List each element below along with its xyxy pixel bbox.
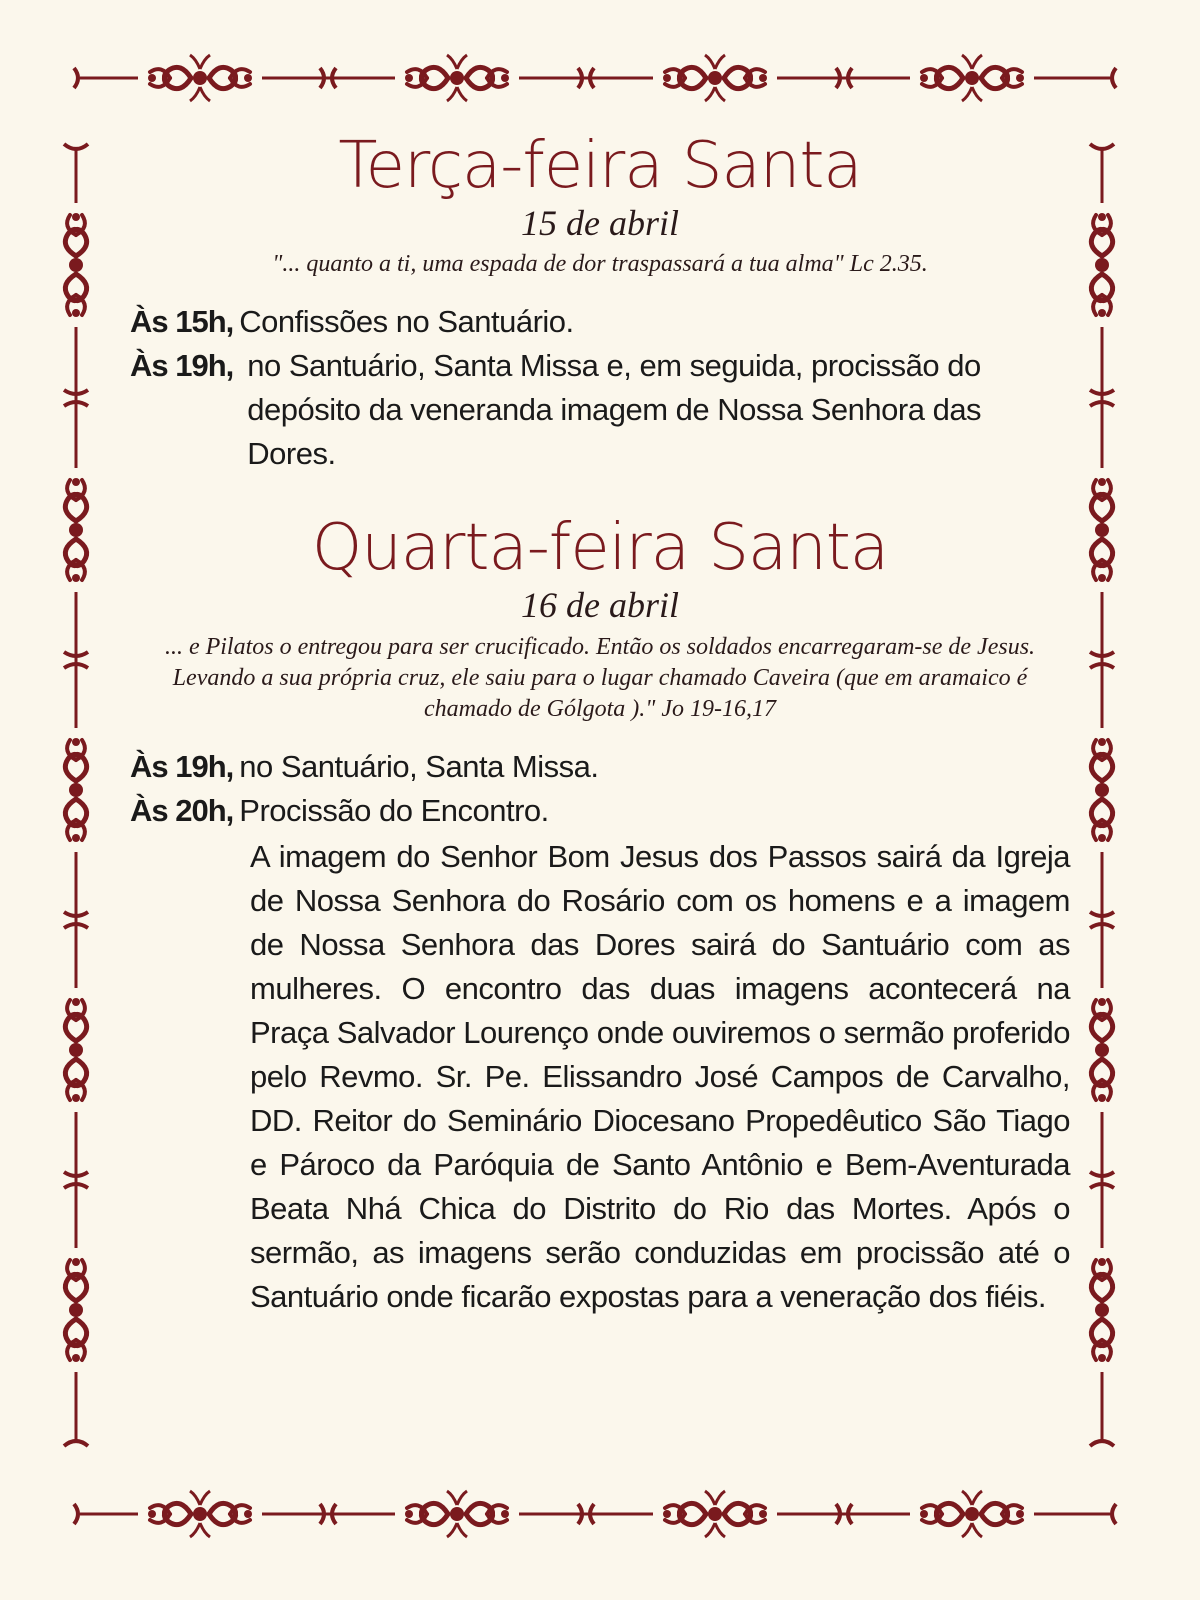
bottom-flourish-icon [70,1484,1120,1544]
event-time: Às 20h, [130,793,234,829]
tuesday-section [130,130,1070,476]
event-description: Confissões no Santuário. [239,304,574,340]
event-time: Às 15h, [130,304,234,340]
schedule-row [130,789,1070,833]
tuesday-title: Terça-feira Santa [338,129,862,203]
tuesday-date: 15 de abril [521,202,679,243]
event-time: Às 19h, [130,348,234,384]
wednesday-schedule [130,745,1070,1319]
procession-details: A imagem do Senhor Bom Jesus dos Passos sairá da Igreja de Nossa Senhora do Rosário com os homens e a imagem de Nossa Senhora das Dores sairá do Santuário com as mulheres. O encontro das duas imagens acontecerá na Praça Salvador Lourenço onde ouviremos o sermão proferido pelo Revmo. Sr. Pe. Elissandro José Campos de Carvalho, DD. Reitor do Seminário Diocesano Propedêutico São Tiago e Pároco da Paróquia de Santo Antônio e Bem-Aventurada Beata Nhá Chica do Distrito do Rio das Mortes. Após o sermão, as imagens serão conduzidas em procissão até o Santuário onde ficarão expostas para a veneração dos fiéis. [250,839,1070,1315]
event-description: no Santuário, Santa Missa. [239,749,599,785]
event-time: Às 19h, [130,749,234,785]
top-ornament-border [70,48,1120,108]
top-flourish-icon [70,48,1120,108]
document-content [130,130,1070,1319]
schedule-row [130,344,1070,476]
left-flourish-icon [46,140,106,1450]
event-description: no Santuário, Santa Missa e, em seguida, procissão do depósito da veneranda imagem de Nossa Senhora das Dores. [247,348,982,472]
wednesday-section [130,512,1070,1319]
wednesday-date: 16 de abril [521,584,679,625]
event-description: Procissão do Encontro. [239,793,549,829]
right-flourish-icon [1072,140,1132,1450]
right-ornament-border [1072,140,1132,1450]
tuesday-schedule [130,300,1070,476]
bottom-ornament-border [70,1484,1120,1544]
wednesday-title: Quarta-feira Santa [311,511,889,586]
schedule-row [130,745,1070,789]
tuesday-quote: "... quanto a ti, uma espada de dor traspassará a tua alma" Lc 2.35. [272,251,928,278]
wednesday-quote: ... e Pilatos o entregou para ser crucificado. Então os soldados encarregaram-se de Jesus. Levando a sua própria cruz, ele saiu para o lugar chamado Caveira (que em aramaico é chamado de Gólgota )." Jo 19-16,17 [164,633,1036,722]
left-ornament-border [46,140,106,1450]
schedule-row [130,300,1070,344]
